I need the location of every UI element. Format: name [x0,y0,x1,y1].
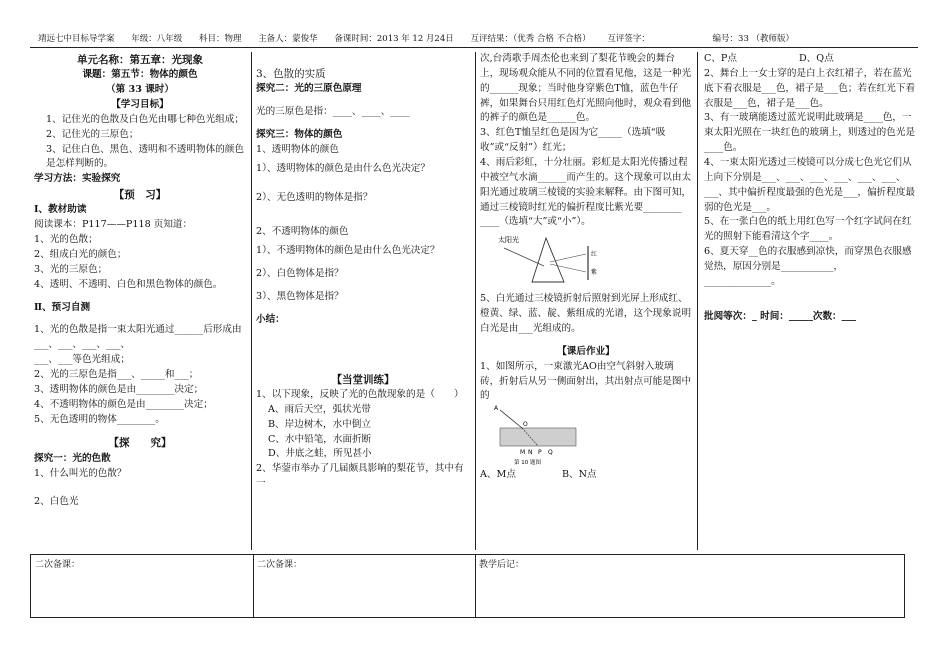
figure-caption: 第 10 题图 [514,460,541,467]
violet-ray [550,264,586,272]
homework-question: 1、如图所示，一束激光AO由空气斜射入玻璃砖，折射后从另一侧面射出，其出射点可能是图中的 [480,360,692,402]
object-color-item: 2）、白色物体是指？ [256,268,344,280]
prep-time-label: 备课时间：2013 年 12 月24日 [334,34,454,44]
second-prep-cell[interactable]: 二次备课： [35,560,81,570]
homework-item: 5、在一张白色的纸上用红色写一个红字试问在红光的照射下能看清这个字____。 [704,216,912,243]
self-test-item: 1、光的色散是指一束太阳光通过______后形成由___、___、___、___、 [34,324,242,351]
sunlight-label: 太阳光 [498,236,519,245]
homework-option: A、M点 [480,469,516,481]
training-question: 1、以下现象，反映了光的色散现象的是（ ） [256,388,464,400]
grade-label: 年级：八年级 [131,34,183,44]
unit-title: 单元名称：第五章：光现象 [77,54,203,66]
column-divider [251,52,252,550]
training-question: 2、华蓥市举办了几届颇具影响的梨花节，其中有一 [256,463,464,490]
training-option: B、岸边树木，水中倒立 [268,418,371,430]
self-test-item: 4、不透明物体的颜色是由________决定； [34,398,213,410]
question-text: 4、雨后彩虹，十分壮丽。彩虹是太阳光传播过程中被空气水滴______而产生的。这个现象可以由太阳光通过玻璃三棱镜的实验来解释。由下图可知，通过三棱镜时红光的偏折程度比紫光要________ ____（选填“大”或“小”）。 [480,157,692,228]
prism-diagram [494,232,604,290]
object-color-item: 3）、黑色物体是指？ [256,291,344,302]
self-test-item: 2、光的三原色是指___、_____和___； [34,369,199,380]
lesson-number: （第 33 课时） [106,84,174,96]
study-method: 学习方法：实验探究 [34,173,121,185]
explore-one-question: 2、白色光 [34,496,79,508]
goal-item: 2、记住光的三原色； [46,128,139,140]
homework-item: 2、舞台上一女士穿的是白上衣红裙子，若在蓝光底下看衣服是___色，裙子是___色；若在红光下看衣服是___色，裙子是___色。 [704,67,916,109]
review-line: 批阅等次：_ 时间：_____次数：___ [704,310,857,322]
training-option: A、雨后天空，弧状光带 [268,403,371,415]
reading-pages: 阅读课本：P117——P118 页知道： [34,219,193,231]
preview-heading: 【预 习】 [113,189,167,202]
column-2 [256,52,470,492]
guide-item: 2、组成白光的颜色； [34,248,127,260]
goals-heading: 【学习目标】 [111,98,169,110]
explore-three-title: 探究三：物体的颜色 [256,128,343,140]
page-header [38,32,918,44]
question-text: 5、白光通过三棱镜折射后照射到光屏上形成红、橙黄、绿、蓝、靛、紫组成的光谱，这个现象说明白光是由___光组成的。 [480,293,692,335]
red-ray [550,254,586,262]
homework-option: B、N点 [561,469,597,481]
glass-block [500,428,576,446]
primary-colors-question: 光的三原色是指：____、____、____ [256,106,410,118]
goal-item: 3、记住白色、黑色、透明和不透明物体的颜色是怎样判断的。 [46,143,244,170]
point-label: P [538,449,542,457]
peer-sign-label: 互评签字： [607,34,650,44]
homework-heading: 【课后作业】 [557,345,615,357]
point-label: Q [548,449,553,457]
self-test-item: ___、___等色光组成； [34,354,130,366]
training-option: D、井底之蛙，所见甚小 [268,448,372,460]
goal-item: 1、记住光的色散及白色光由哪七种色光组成； [46,113,244,125]
explore-one-question: 1、什么叫光的色散？ [34,467,127,479]
subject-label: 科目：物理 [198,34,242,44]
homework-option: D、Q点 [798,53,834,64]
laser-ray [500,410,522,428]
training-option: C、水中铅笔，水面折断 [268,433,372,445]
notes-table [30,554,905,618]
point-label: A [494,405,499,413]
violet-label: 紫 [591,269,598,277]
object-color-item: 1）、透明物体的颜色是由什么色光决定？ [256,162,430,174]
guide-item: 3、光的三原色； [34,263,108,275]
red-label: 红 [591,251,598,259]
homework-item: 4、一束太阳光透过三棱镜可以分成七色光它们从上向下分别是___、___、___、___、___、___、___、其中偏折程度最强的色光是___，偏折程度最弱的色光是___。 [704,157,916,213]
textbook-guide-heading: Ⅰ、教材助读 [34,204,87,216]
column-4 [704,52,916,325]
explore-two-title: 探究二：光的三原色原理 [256,83,362,95]
homework-item: 3、有一玻璃能透过蓝光说明此玻璃是____色，一束太阳光照在一块红色的玻璃上，则透过的色光是____色。 [704,112,916,154]
column-divider [475,52,476,550]
object-color-item: 1、透明物体的颜色 [256,143,339,155]
school-name: 靖远七中目标导学案 [38,34,115,44]
doc-number-label: 编号：33 （教师版） [712,34,795,44]
peer-result-label: 互评结果：（优秀 合格 不合格） [470,34,591,44]
self-test-item: 3、透明物体的颜色是由________决定； [34,383,204,395]
object-color-item: 2、不透明物体的颜色 [256,226,349,238]
guide-item: 1、光的色散； [34,234,98,246]
summary-label: 小结： [256,313,285,325]
question-text: 次,台湾歌手周杰伦也来到了梨花节晚会的舞台上，现场观众能从不同的位置看见他，这是一种光的______现象；当时他身穿紫色T恤，蓝色牛仔裤，如果舞台只用红色灯光照向他时，观众看到他的裤子的颜色是______色。 [480,53,692,124]
second-prep-cell[interactable]: 二次备课： [257,560,303,570]
explore-one-title: 探究一：光的色散 [34,452,111,464]
point-label: O [523,421,528,429]
homework-option: C、P点 [704,53,737,64]
column-1 [34,52,246,510]
training-heading: 【当堂训练】 [331,373,395,386]
teaching-notes-cell[interactable]: 教学后记： [479,560,525,570]
column-3 [480,52,692,483]
self-test-item: 5、无色透明的物体________。 [34,413,165,425]
object-color-item: 1）、不透明物体的颜色是由什么色光决定？ [256,245,440,257]
glass-block-diagram [492,404,582,466]
guide-item: 4、透明、不透明、白色和黑色物体的颜色。 [34,278,223,290]
dispersion-essence: 3、色散的实质 [256,68,326,80]
explore-heading: 【探 究】 [108,437,172,450]
homework-item: 6、夏天穿__色的衣服感到凉快，而穿黑色衣服感觉热，原因分别是___________，______________。 [704,246,912,287]
question-text: 3、红色T恤呈红色是因为它_____（选填“吸收”或“反射”）红光； [480,127,666,154]
preparer-label: 主备人：蒙俊华 [258,34,318,44]
point-label: N [528,449,533,457]
self-test-heading: Ⅱ、预习自测 [34,301,91,313]
object-color-item: 2）、无色透明的物体是指？ [256,191,373,203]
header-divider [30,47,918,48]
column-divider [697,52,698,550]
lesson-topic: 课题：第五节：物体的颜色 [82,69,198,81]
point-label: M [520,449,526,457]
